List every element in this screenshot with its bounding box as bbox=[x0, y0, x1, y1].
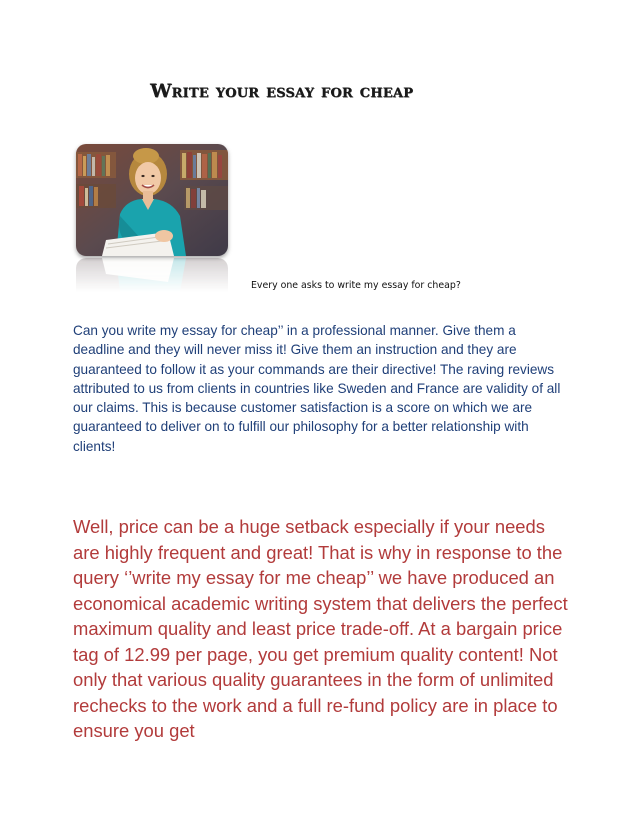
woman-photo-frame bbox=[76, 144, 228, 292]
page-title: Write your essay for cheap bbox=[150, 80, 414, 102]
price-paragraph: Well, price can be a huge setback especially if your needs are highly frequent and great! That is why in response to the query ‘’write my essay for me cheap’’ we have produced an economical academic writing system that delivers the perfect maximum quality and least price trade-off. At a bargain price tag of 12.99 per page, you get premium quality content! Not only that various quality guarantees in the form of unlimited rechecks to the work and a full re-fund policy are in place to ensure you get bbox=[73, 516, 568, 741]
woman-photo-reflection bbox=[76, 258, 228, 292]
woman-photo bbox=[76, 144, 228, 256]
image-caption: Every one asks to write my essay for cheap? bbox=[251, 280, 461, 291]
intro-paragraph: Can you write my essay for cheap’’ in a professional manner. Give them a deadline and they will never miss it! Give them an instruction and they are guaranteed to follow it as your commands are their directive! The raving reviews attributed to us from clients in countries like Sweden and France are validity of all our claims. This is because customer satisfaction is a score on which we are guaranteed to deliver on to fulfill our philosophy for a better relationship with clients! bbox=[73, 323, 561, 454]
